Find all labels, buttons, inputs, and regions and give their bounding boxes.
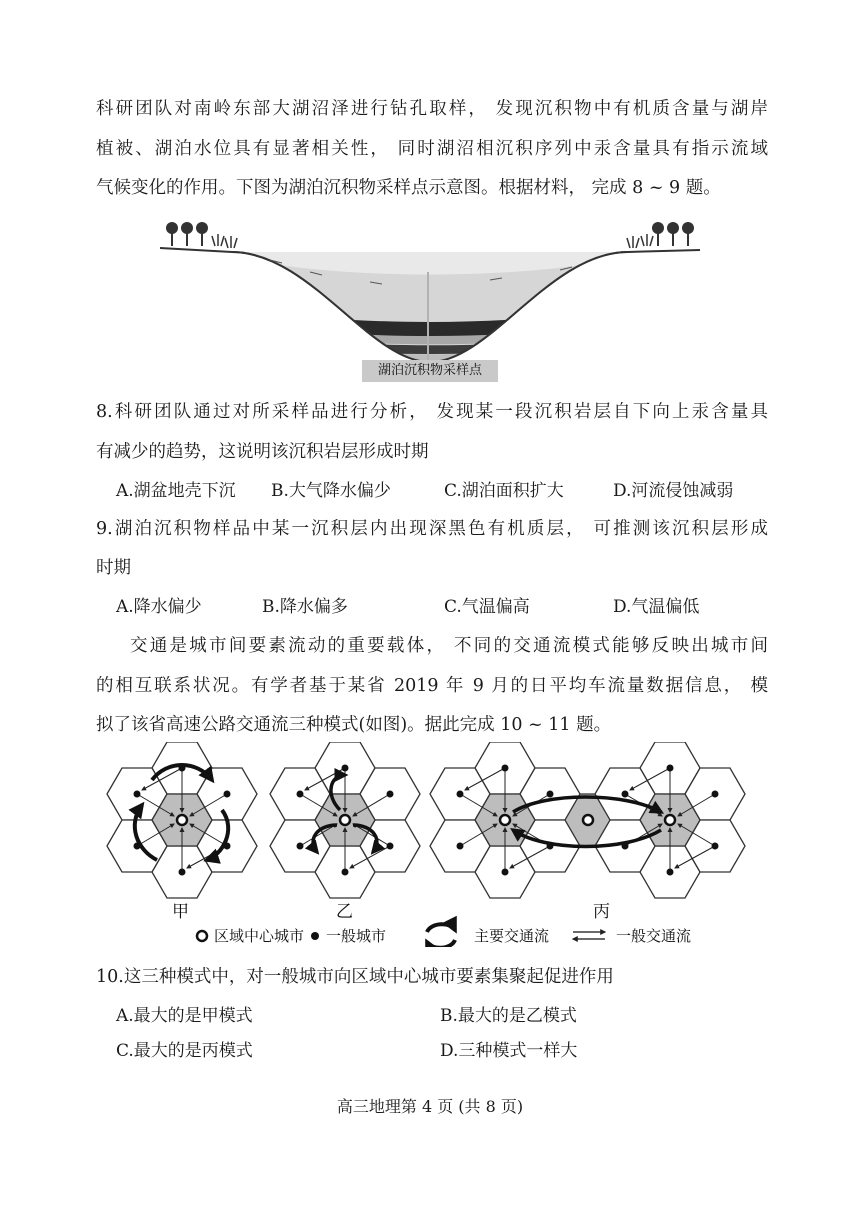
label-jia: 甲 xyxy=(172,902,189,922)
center-city-symbol xyxy=(197,931,207,941)
q9-line-2: 时期 xyxy=(96,558,131,578)
intro2-line-3: 拟了该省高速公路交通流三种模式(如图)。据此完成 10 ~ 11 题。 xyxy=(96,715,612,735)
legend-main-flow: 主要交通流 xyxy=(474,927,550,945)
q10-stem: 10.这三种模式中，对一般城市向区域中心城市要素集聚起促进作用 xyxy=(96,967,614,987)
q10-option-c: C.最大的是丙模式 xyxy=(116,1041,253,1061)
q10-option-a: A.最大的是甲模式 xyxy=(116,1006,253,1026)
q8-option-b: B.大气降水偏少 xyxy=(271,481,391,501)
pattern-jia xyxy=(107,742,257,898)
general-flow-icon xyxy=(573,932,605,939)
label-bing: 丙 xyxy=(593,902,610,922)
intro-line-3: 气候变化的作用。下图为湖泊沉积物采样点示意图。根据材料， 完成 8 ~ 9 题。 xyxy=(96,178,721,198)
main-flow-icon xyxy=(427,924,455,947)
q8-option-c: C.湖泊面积扩大 xyxy=(444,481,564,501)
intro-line-2: 植被、湖泊水位具有显著相关性， 同时湖沼相沉积序列中汞含量具有指示流域 xyxy=(96,139,768,159)
q8-line-2: 有减少的趋势，这说明该沉积岩层形成时期 xyxy=(96,442,429,462)
page-footer: 高三地理第 4 页 (共 8 页) xyxy=(336,1097,524,1116)
q8-line-1: 8.科研团队通过对所采样品进行分析， 发现某一段沉积岩层自下向上汞含量具 xyxy=(96,402,768,422)
legend-general-flow: 一般交通流 xyxy=(616,927,692,945)
traffic-pattern-diagram xyxy=(105,742,755,947)
q9-option-d: D.气温偏低 xyxy=(613,597,700,617)
intro2-line-1: 交通是城市间要素流动的重要载体， 不同的交通流模式能够反映出城市间 xyxy=(130,636,768,656)
q8-option-d: D.河流侵蚀减弱 xyxy=(613,481,734,501)
intro2-line-2: 的相互联系状况。有学者基于某省 2019 年 9 月的日平均车流量数据信息， 模 xyxy=(96,676,768,696)
q9-option-a: A.降水偏少 xyxy=(116,597,202,617)
q10-option-d: D.三种模式一样大 xyxy=(440,1041,578,1061)
pattern-bing xyxy=(430,742,745,898)
lake-sediment-diagram xyxy=(160,212,700,384)
legend-center-city: 区域中心城市 xyxy=(214,927,305,945)
pattern-yi xyxy=(270,742,420,898)
q10-option-b: B.最大的是乙模式 xyxy=(440,1006,577,1026)
lake-figure-caption: 湖泊沉积物采样点 xyxy=(362,360,498,382)
label-yi: 乙 xyxy=(336,902,353,922)
q9-line-1: 9.湖泊沉积物样品中某一沉积层内出现深黑色有机质层， 可推测该沉积层形成 xyxy=(96,519,768,539)
q9-option-c: C.气温偏高 xyxy=(444,597,530,617)
general-city-symbol xyxy=(311,932,319,940)
intro-line-1: 科研团队对南岭东部大湖沼泽进行钻孔取样， 发现沉积物中有机质含量与湖岸 xyxy=(96,99,768,119)
q9-option-b: B.降水偏多 xyxy=(262,597,348,617)
q8-option-a: A.湖盆地壳下沉 xyxy=(116,481,236,501)
legend-general-city: 一般城市 xyxy=(326,927,387,945)
